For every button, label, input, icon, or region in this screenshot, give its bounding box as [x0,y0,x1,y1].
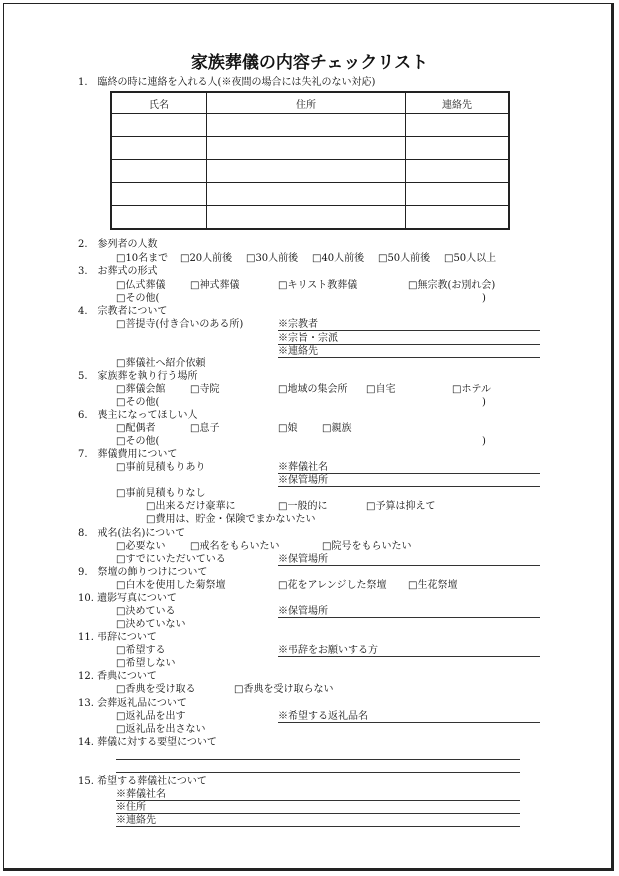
checkbox-christian[interactable]: □キリスト教葬儀 [278,280,358,291]
paren-close: ) [482,397,486,408]
checkbox-flower-arranged-altar[interactable]: □花をアレンジした祭壇 [278,580,387,591]
section-1-label: 1. 臨終の時に連絡を入れる人(※夜間の場合には失礼のない対応) [78,77,376,88]
checkbox-savings-insurance[interactable]: □費用は、貯金・保険でまかないたい [146,514,316,525]
underline [116,826,520,827]
checkbox-other[interactable]: □その他( [116,397,160,408]
section-4-label: 4. 宗教者について [78,306,168,317]
checkbox-already-received[interactable]: □すでにいただいている [116,554,226,565]
checkbox-referral[interactable]: □葬儀社へ紹介依頼 [116,358,206,369]
checkbox-home[interactable]: □自宅 [366,384,396,395]
table-row [111,206,509,230]
checkbox-accept-koden[interactable]: □香典を受け取る [116,684,196,695]
section-8-label: 8. 戒名(法名)について [78,528,186,539]
request-line[interactable] [116,759,520,760]
paren-close: ) [482,293,486,304]
checkbox-buddhist[interactable]: □仏式葬儀 [116,280,166,291]
underline [116,813,520,814]
checkbox-hotel[interactable]: □ホテル [452,384,491,395]
checkbox-standard[interactable]: □一般的に [278,501,328,512]
cell-address[interactable] [207,114,406,137]
checkbox-luxurious[interactable]: □出来るだけ豪華に [146,501,236,512]
checkbox-eulogy-yes[interactable]: □希望する [116,645,166,656]
note-contact: ※連絡先 [116,815,156,826]
checkbox-fresh-flower-altar[interactable]: □生花祭壇 [408,580,458,591]
checkbox-chrysanthemum-altar[interactable]: □白木を使用した菊祭壇 [116,580,226,591]
checkbox-family-temple[interactable]: □菩提寺(付き合いのある所) [116,319,244,330]
checkbox-50[interactable]: □50人前後 [378,253,431,264]
request-line[interactable] [116,772,520,773]
paren-close: ) [482,436,486,447]
cell-name[interactable] [111,183,207,206]
checkbox-funeral-hall[interactable]: □葬儀会館 [116,384,166,395]
checkbox-decided[interactable]: □決めている [116,606,176,617]
checkbox-estimate-yes[interactable]: □事前見積もりあり [116,462,206,473]
checkbox-temple[interactable]: □寺院 [190,384,220,395]
checkbox-want-ingo[interactable]: □院号をもらいたい [322,541,412,552]
cell-name[interactable] [111,137,207,160]
checkbox-eulogy-no[interactable]: □希望しない [116,658,176,669]
underline [278,656,540,657]
checkbox-nonreligious[interactable]: □無宗教(お別れ会) [408,280,496,291]
checkbox-50-plus[interactable]: □50人以上 [444,253,497,264]
section-10-label: 10. 遺影写真について [78,593,177,604]
note-storage: ※保管場所 [278,475,328,486]
table-row [111,114,509,137]
note-eulogy-person: ※弔辞をお願いする方 [278,645,378,656]
cell-name[interactable] [111,114,207,137]
note-storage: ※保管場所 [278,554,328,565]
header-name: 氏名 [111,92,207,114]
cell-address[interactable] [207,160,406,183]
underline [278,357,540,358]
cell-contact[interactable] [405,114,509,137]
table-row [111,183,509,206]
note-contact: ※連絡先 [278,346,318,357]
cell-address[interactable] [207,183,406,206]
checkbox-return-gift-no[interactable]: □返礼品を出さない [116,724,206,735]
table-row [111,160,509,183]
note-funeral-company: ※葬儀社名 [278,462,328,473]
section-9-label: 9. 祭壇の飾りつけについて [78,567,208,578]
checkbox-spouse[interactable]: □配偶者 [116,423,156,434]
cell-name[interactable] [111,160,207,183]
note-religious-person: ※宗教者 [278,319,318,330]
note-funeral-company: ※葬儀社名 [116,789,166,800]
cell-contact[interactable] [405,183,509,206]
underline [278,722,540,723]
checkbox-40[interactable]: □40人前後 [312,253,365,264]
cell-contact[interactable] [405,160,509,183]
checkbox-estimate-no[interactable]: □事前見積もりなし [116,488,206,499]
checkbox-decline-koden[interactable]: □香典を受け取らない [234,684,334,695]
checkbox-want-kaimyo[interactable]: □戒名をもらいたい [190,541,280,552]
cell-address[interactable] [207,206,406,230]
cell-name[interactable] [111,206,207,230]
section-6-label: 6. 喪主になってほしい人 [78,410,198,421]
contact-table-header-row [111,92,509,114]
header-contact: 連絡先 [405,92,509,114]
cell-contact[interactable] [405,137,509,160]
note-storage: ※保管場所 [278,606,328,617]
checkbox-other[interactable]: □その他( [116,293,160,304]
table-row [111,137,509,160]
section-5-label: 5. 家族葬を執り行う場所 [78,371,198,382]
cell-contact[interactable] [405,206,509,230]
checkbox-other[interactable]: □その他( [116,436,160,447]
checkbox-return-gift-yes[interactable]: □返礼品を出す [116,711,186,722]
checkbox-daughter[interactable]: □娘 [278,423,298,434]
checkbox-20[interactable]: □20人前後 [180,253,233,264]
checkbox-relative[interactable]: □親族 [322,423,352,434]
page-title: 家族葬儀の内容チェックリスト [190,53,429,73]
checkbox-10[interactable]: □10名まで [116,253,169,264]
checkbox-30[interactable]: □30人前後 [246,253,299,264]
checkbox-not-decided[interactable]: □決めていない [116,619,186,630]
checkbox-son[interactable]: □息子 [190,423,220,434]
section-11-label: 11. 弔辞について [78,632,157,643]
contact-table [110,91,510,230]
section-13-label: 13. 会葬返礼品について [78,698,187,709]
underline [278,617,540,618]
section-15-label: 15. 希望する葬儀社について [78,776,207,787]
cell-address[interactable] [207,137,406,160]
section-3-label: 3. お葬式の形式 [78,266,158,277]
checkbox-budget[interactable]: □予算は抑えて [366,501,436,512]
section-12-label: 12. 香典について [78,671,157,682]
underline [278,565,540,566]
section-7-label: 7. 葬儀費用について [78,449,178,460]
checkbox-not-needed[interactable]: □必要ない [116,541,166,552]
note-return-gift: ※希望する返礼品名 [278,711,368,722]
note-address: ※住所 [116,802,146,813]
note-sect: ※宗旨・宗派 [278,333,338,344]
section-14-label: 14. 葬儀に対する要望について [78,737,217,748]
section-2-label: 2. 参列者の人数 [78,239,158,250]
underline [278,486,540,487]
underline [116,800,520,801]
checkbox-community-hall[interactable]: □地域の集会所 [278,384,348,395]
checkbox-shinto[interactable]: □神式葬儀 [190,280,240,291]
header-address: 住所 [207,92,406,114]
underline [278,330,540,331]
